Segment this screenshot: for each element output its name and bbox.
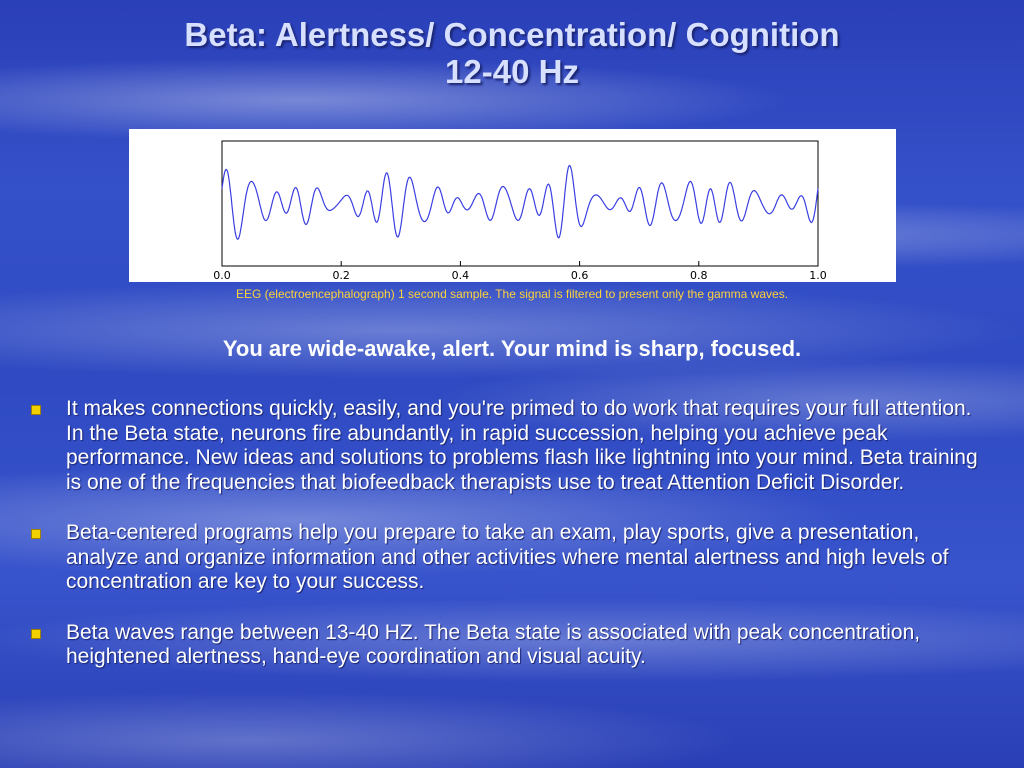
x-tick-label: 0.2 xyxy=(332,269,350,282)
bullet-square-icon xyxy=(31,529,41,539)
eeg-signal-line xyxy=(222,166,818,240)
title-line-2: 12-40 Hz xyxy=(445,53,579,90)
eeg-plot xyxy=(129,129,896,282)
lead-statement: You are wide-awake, alert. Your mind is sharp, focused. xyxy=(222,336,802,361)
x-tick-label: 0.8 xyxy=(690,269,708,282)
x-tick-label: 0.0 xyxy=(213,269,231,282)
bullet-square-icon xyxy=(31,405,41,415)
bullet-square-icon xyxy=(31,629,41,639)
figure-caption: EEG (electroencephalograph) 1 second sample. The signal is filtered to present only the gamma waves. xyxy=(235,287,789,301)
x-axis-ticks xyxy=(213,261,827,282)
bullet-item xyxy=(28,397,978,495)
x-tick-label: 0.4 xyxy=(451,269,470,282)
slide-title xyxy=(0,16,1024,90)
bullet-item xyxy=(28,621,978,670)
bullet-text: Beta waves range between 13-40 HZ. The Beta state is associated with peak concentration, heightened alertness, hand-eye coordination and visual acuity. xyxy=(66,620,921,668)
bullet-text: It makes connections quickly, easily, and you're primed to do work that requires your full attention. In the Beta state, neurons fire abundantly, in rapid succession, helping you achieve peak performance. New ideas and solutions to problems flash like lightning into your mind. Beta training is one of the frequencies that biofeedback therapists use to treat Attention Deficit Disorder. xyxy=(66,397,978,494)
bullet-item xyxy=(28,521,978,595)
x-tick-label: 1.0 xyxy=(809,269,827,282)
bullet-text: Beta-centered programs help you prepare to take an exam, play sports, give a presentation, analyze and organize information and other activities where mental alertness and high levels of concentration are key to your success. xyxy=(66,521,949,593)
eeg-plot-svg xyxy=(129,129,896,282)
title-line-1: Beta: Alertness/ Concentration/ Cognition xyxy=(184,16,840,53)
x-tick-label: 0.6 xyxy=(570,269,589,282)
bullet-list xyxy=(28,397,978,696)
